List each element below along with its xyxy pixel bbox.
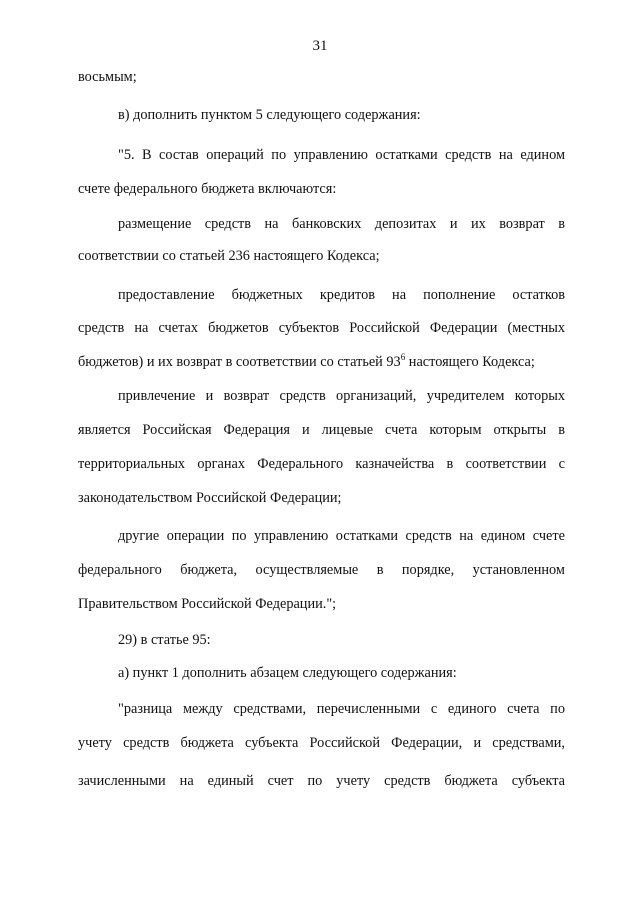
text-line (78, 247, 565, 265)
text-line-content: федерального бюджета, осуществляемые в порядке, установленном (78, 562, 565, 578)
text-line-content: другие операции по управлению остатками средств на едином счете (118, 528, 565, 544)
text-line-content: законодательством Российской Федерации; (78, 490, 342, 506)
text-line-content: предоставление бюджетных кредитов на пополнение остатков (118, 287, 565, 303)
text-line (78, 319, 565, 337)
text-line-content: привлечение и возврат средств организаций, учредителем которых (118, 388, 565, 404)
text-line (78, 595, 565, 613)
text-line-content: бюджетов) и их возврат в соответствии со статьей 93 (78, 354, 401, 370)
page-number: 31 (312, 38, 328, 54)
text-line-content: "5. В состав операций по управлению остатками средств на едином (118, 147, 565, 163)
text-line-content: территориальных органах Федерального казначейства в соответствии с (78, 456, 565, 472)
text-line-content: в) дополнить пунктом 5 следующего содержания: (118, 107, 421, 123)
text-line (118, 631, 565, 649)
text-line (78, 772, 565, 790)
text-line (78, 561, 565, 579)
text-line-content: "разница между средствами, перечисленными с единого счета по (118, 701, 565, 717)
text-line (78, 180, 565, 198)
text-line-content: размещение средств на банковских депозитах и их возврат в (118, 216, 565, 232)
text-line (118, 106, 565, 124)
text-line-content: 29) в статье 95: (118, 632, 211, 648)
text-line (78, 68, 565, 86)
text-line (118, 664, 565, 682)
text-line-continuation: настоящего Кодекса; (405, 354, 535, 370)
text-line-content: зачисленными на единый счет по учету средств бюджета субъекта (78, 773, 565, 789)
text-line-content: Правительством Российской Федерации."; (78, 596, 337, 612)
text-line (118, 286, 565, 304)
text-line-content: восьмым; (78, 69, 137, 85)
text-line (78, 734, 565, 752)
text-line-content: соответствии со статьей 236 настоящего Кодекса; (78, 248, 380, 264)
text-line (118, 387, 565, 405)
text-line (78, 455, 565, 473)
superscript-index: 6 (400, 352, 406, 362)
text-line (78, 489, 565, 507)
text-line (118, 700, 565, 718)
text-line (118, 146, 565, 164)
text-line (78, 421, 565, 439)
text-line (78, 353, 565, 371)
text-line (118, 527, 565, 545)
text-line-content: а) пункт 1 дополнить абзацем следующего содержания: (118, 665, 457, 681)
text-line-content: является Российская Федерация и лицевые счета которым открыты в (78, 422, 565, 438)
text-line-content: средств на счетах бюджетов субъектов Российской Федерации (местных (78, 320, 565, 336)
text-line-content: учету средств бюджета субъекта Российской Федерации, и средствами, (78, 735, 565, 751)
text-line (118, 215, 565, 233)
text-line-content: счете федерального бюджета включаются: (78, 181, 337, 197)
